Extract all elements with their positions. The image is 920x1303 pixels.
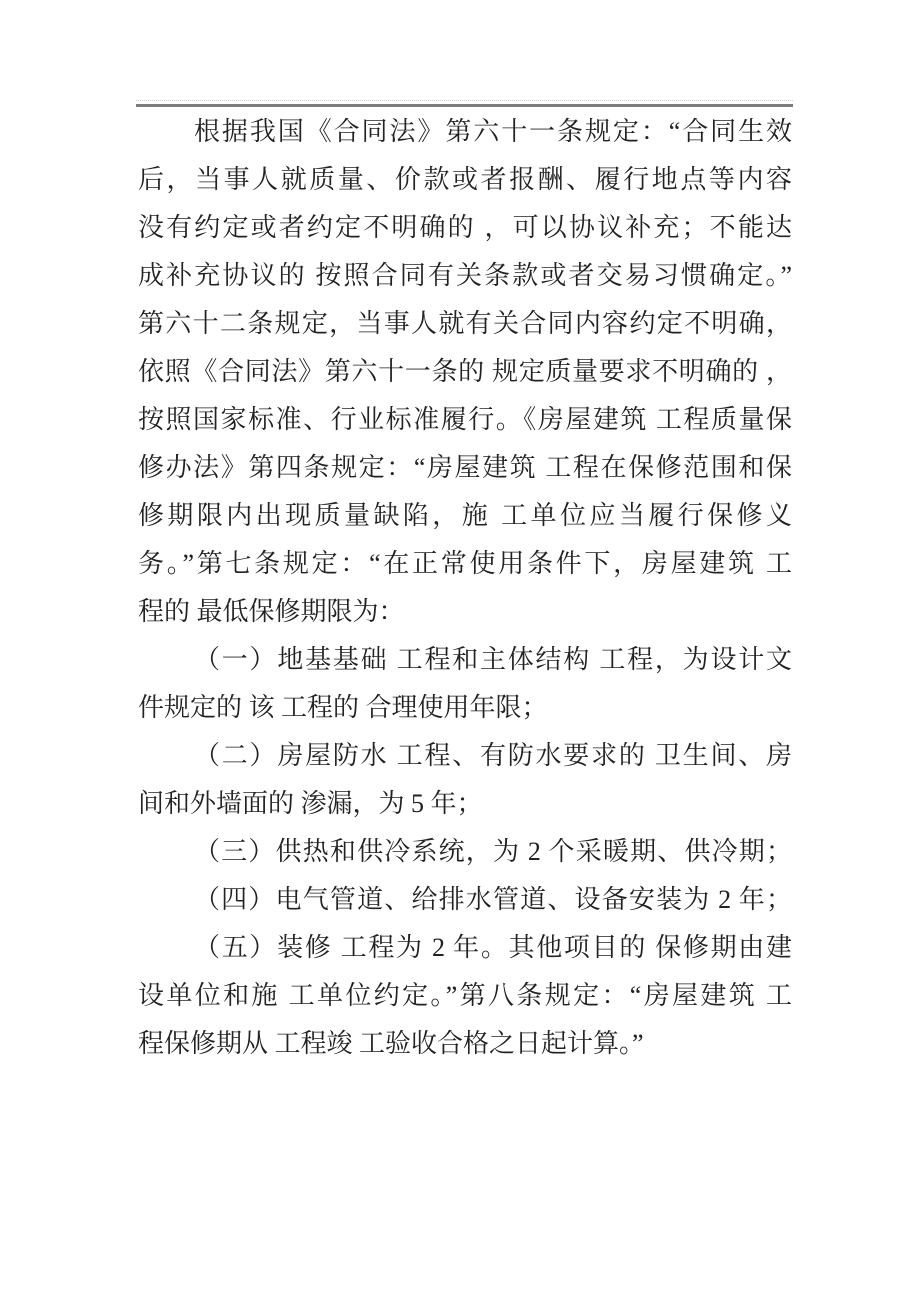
text-line: 第六十二条规定，当事人就有关合同内容约定不明确， <box>138 309 792 338</box>
text-line: 修办法》第四条规定：“房屋建筑 工程在保修范围和保 <box>138 453 792 482</box>
text-line: 设单位和施 工单位约定。”第八条规定：“房屋建筑 工 <box>138 981 792 1010</box>
text-line: （三）供热和供冷系统，为 2 个采暖期、供冷期； <box>194 837 792 866</box>
text-line: 间和外墙面的 渗漏，为 5 年； <box>138 789 483 818</box>
header-separator-solid-line <box>136 104 793 107</box>
text-line: 没有约定或者约定不明确的 ，可以协议补充；不能达 <box>138 213 792 242</box>
text-line: 后，当事人就质量、价款或者报酬、履行地点等内容 <box>138 165 792 194</box>
text-line: 程保修期从 工程竣 工验收合格之日起计算。” <box>138 1029 644 1058</box>
text-line: 成补充协议的 按照合同有关条款或者交易习惯确定。” <box>138 261 792 290</box>
document-body <box>138 108 792 1068</box>
text-line: （二）房屋防水 工程、有防水要求的 卫生间、房 <box>194 741 792 770</box>
text-line: 修期限内出现质量缺陷，施 工单位应当履行保修义 <box>138 501 792 530</box>
text-line: （一）地基基础 工程和主体结构 工程，为设计文 <box>194 645 792 674</box>
text-line: 依照《合同法》第六十一条的 规定质量要求不明确的 ， <box>138 357 792 386</box>
text-line: （五）装修 工程为 2 年。其他项目的 保修期由建 <box>194 933 792 962</box>
text-line: 件规定的 该 工程的 合理使用年限； <box>138 693 548 722</box>
text-line: （四）电气管道、给排水管道、设备安装为 2 年； <box>194 885 792 914</box>
text-line: 程的 最低保修期限为： <box>138 597 405 626</box>
header-separator-dotted-line <box>136 100 793 101</box>
text-line: 务。”第七条规定：“在正常使用条件下，房屋建筑 工 <box>138 549 792 578</box>
header-separator <box>136 100 793 107</box>
text-line: 根据我国《合同法》第六十一条规定：“合同生效 <box>194 117 792 146</box>
text-line: 按照国家标准、行业标准履行。《房屋建筑 工程质量保 <box>138 405 792 434</box>
